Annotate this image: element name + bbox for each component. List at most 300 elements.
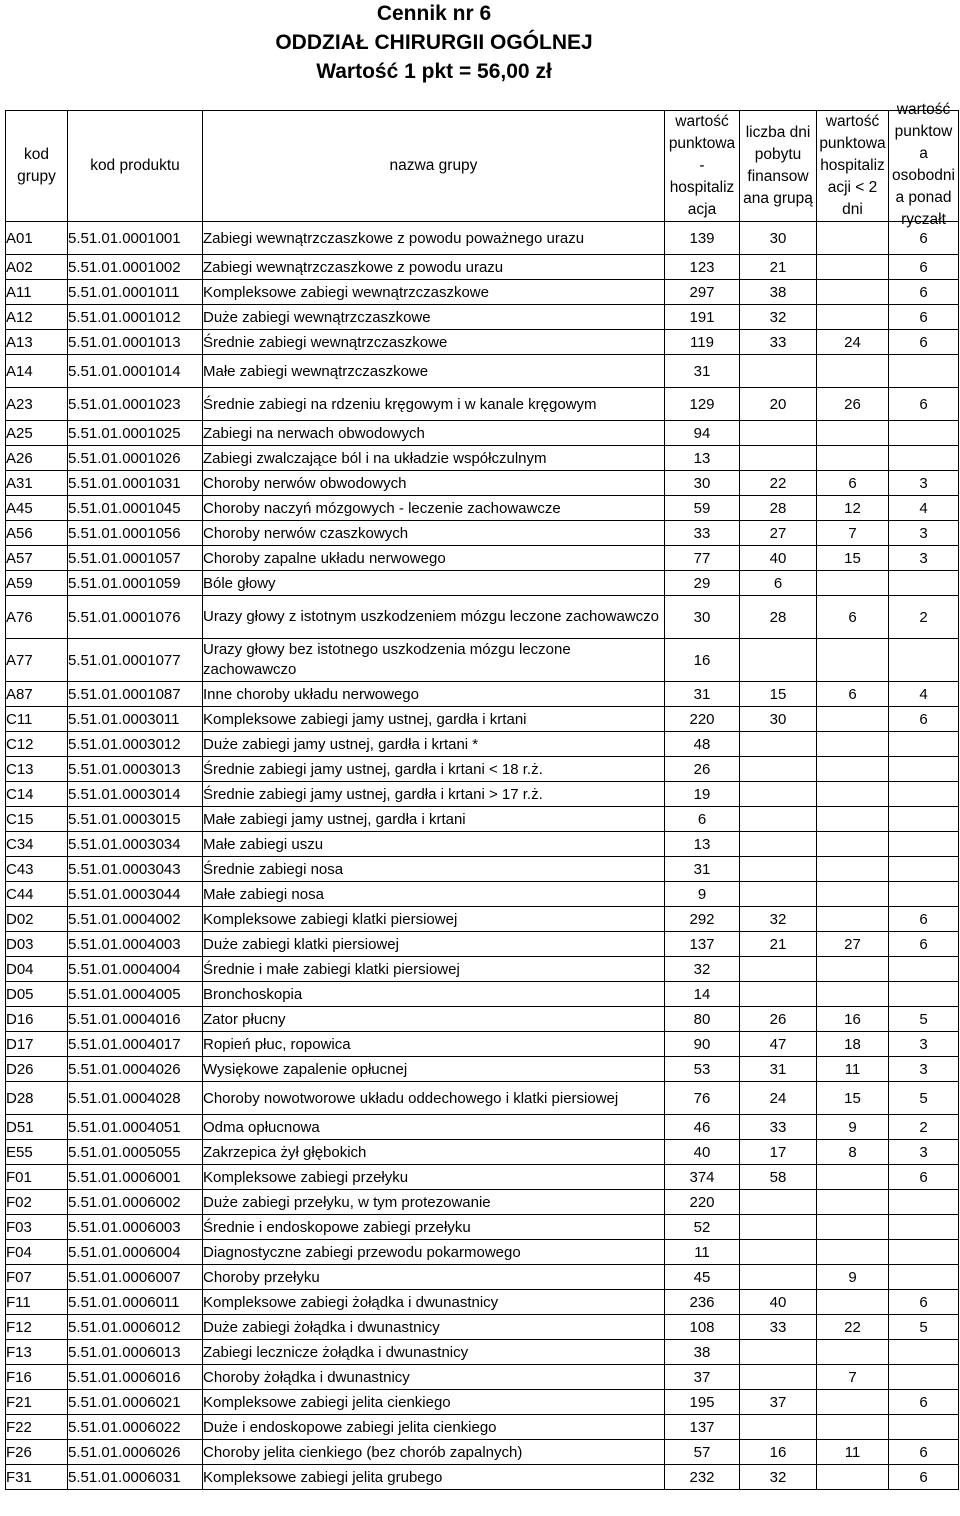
cell-liczba-dni: 33: [740, 1315, 817, 1340]
cell-wartosc-osobodnia: [889, 446, 959, 471]
cell-kod-produktu: 5.51.01.0001056: [68, 521, 203, 546]
table-row: [6, 330, 959, 355]
cell-kod-grupy: A26: [6, 446, 68, 471]
cell-kod-grupy: F11: [6, 1290, 68, 1315]
cell-liczba-dni: 40: [740, 1290, 817, 1315]
cell-kod-grupy: F01: [6, 1165, 68, 1190]
cell-kod-grupy: F26: [6, 1440, 68, 1465]
cell-kod-produktu: 5.51.01.0004016: [68, 1007, 203, 1032]
cell-liczba-dni: [740, 1265, 817, 1290]
header-wartosc-osobodnia: wartość punktow a osobodni a ponad ryczałt: [889, 111, 959, 222]
cell-wartosc-osobodnia: 2: [889, 596, 959, 639]
table-row: [6, 1190, 959, 1215]
cell-kod-grupy: F16: [6, 1365, 68, 1390]
cell-wartosc-hosp-2-dni: [817, 1190, 889, 1215]
cell-liczba-dni: [740, 1340, 817, 1365]
cell-nazwa-grupy: Bronchoskopia: [203, 982, 665, 1007]
cell-liczba-dni: 21: [740, 255, 817, 280]
cell-nazwa-grupy: Urazy głowy bez istotnego uszkodzenia mózgu leczone zachowawczo: [203, 639, 665, 682]
cell-wartosc-hosp-2-dni: 7: [817, 521, 889, 546]
cell-wartosc-osobodnia: [889, 882, 959, 907]
header-wartosc-hosp-2-dni: wartość punktowa hospitaliz acji < 2 dni: [817, 111, 889, 222]
cell-kod-grupy: A59: [6, 571, 68, 596]
cell-kod-produktu: 5.51.01.0001045: [68, 496, 203, 521]
cell-kod-produktu: 5.51.01.0006002: [68, 1190, 203, 1215]
cell-nazwa-grupy: Choroby nowotworowe układu oddechowego i klatki piersiowej: [203, 1082, 665, 1115]
cell-kod-produktu: 5.51.01.0003043: [68, 857, 203, 882]
cell-nazwa-grupy: Wysiękowe zapalenie opłucnej: [203, 1057, 665, 1082]
table-row: [6, 1240, 959, 1265]
cell-kod-grupy: C13: [6, 757, 68, 782]
cell-wartosc-punktowa: 119: [665, 330, 740, 355]
cell-kod-grupy: D05: [6, 982, 68, 1007]
cell-kod-grupy: E55: [6, 1140, 68, 1165]
cell-kod-produktu: 5.51.01.0001001: [68, 222, 203, 255]
cell-kod-grupy: F12: [6, 1315, 68, 1340]
cell-liczba-dni: 30: [740, 707, 817, 732]
cell-wartosc-punktowa: 30: [665, 596, 740, 639]
table-row: [6, 1082, 959, 1115]
cell-nazwa-grupy: Inne choroby układu nerwowego: [203, 682, 665, 707]
cell-kod-produktu: 5.51.01.0004026: [68, 1057, 203, 1082]
cell-liczba-dni: 30: [740, 222, 817, 255]
cell-wartosc-osobodnia: 3: [889, 471, 959, 496]
cell-kod-grupy: F13: [6, 1340, 68, 1365]
table-row: [6, 222, 959, 255]
cell-kod-produktu: 5.51.01.0003034: [68, 832, 203, 857]
cell-kod-produktu: 5.51.01.0004051: [68, 1115, 203, 1140]
cell-wartosc-punktowa: 123: [665, 255, 740, 280]
cell-wartosc-hosp-2-dni: [817, 807, 889, 832]
cell-nazwa-grupy: Średnie zabiegi jamy ustnej, gardła i krtani < 18 r.ż.: [203, 757, 665, 782]
cell-kod-grupy: F04: [6, 1240, 68, 1265]
cell-wartosc-osobodnia: [889, 807, 959, 832]
cell-wartosc-osobodnia: 6: [889, 907, 959, 932]
cell-liczba-dni: [740, 807, 817, 832]
cell-kod-produktu: 5.51.01.0001076: [68, 596, 203, 639]
cell-kod-grupy: D02: [6, 907, 68, 932]
cell-kod-grupy: F03: [6, 1215, 68, 1240]
cell-wartosc-punktowa: 37: [665, 1365, 740, 1390]
cell-kod-produktu: 5.51.01.0001077: [68, 639, 203, 682]
cell-wartosc-hosp-2-dni: 22: [817, 1315, 889, 1340]
cell-wartosc-punktowa: 139: [665, 222, 740, 255]
cell-wartosc-osobodnia: 6: [889, 1290, 959, 1315]
cell-wartosc-osobodnia: [889, 1340, 959, 1365]
cell-kod-produktu: 5.51.01.0003011: [68, 707, 203, 732]
table-row: [6, 1057, 959, 1082]
table-row: [6, 1290, 959, 1315]
table-row: [6, 639, 959, 682]
cell-kod-grupy: C11: [6, 707, 68, 732]
cell-wartosc-hosp-2-dni: 9: [817, 1265, 889, 1290]
cell-nazwa-grupy: Kompleksowe zabiegi jelita grubego: [203, 1465, 665, 1490]
cell-kod-produktu: 5.51.01.0004002: [68, 907, 203, 932]
cell-wartosc-hosp-2-dni: [817, 757, 889, 782]
cell-nazwa-grupy: Małe zabiegi jamy ustnej, gardła i krtani: [203, 807, 665, 832]
cell-wartosc-punktowa: 32: [665, 957, 740, 982]
table-row: [6, 1007, 959, 1032]
table-row: [6, 1415, 959, 1440]
cell-nazwa-grupy: Duże i endoskopowe zabiegi jelita cienkiego: [203, 1415, 665, 1440]
cell-nazwa-grupy: Średnie zabiegi na rdzeniu kręgowym i w kanale kręgowym: [203, 388, 665, 421]
cell-wartosc-osobodnia: [889, 782, 959, 807]
cell-kod-grupy: F07: [6, 1265, 68, 1290]
cell-kod-produktu: 5.51.01.0001014: [68, 355, 203, 388]
cell-wartosc-hosp-2-dni: 9: [817, 1115, 889, 1140]
table-row: [6, 1440, 959, 1465]
table-row: [6, 1140, 959, 1165]
cell-wartosc-osobodnia: 3: [889, 521, 959, 546]
cell-wartosc-punktowa: 77: [665, 546, 740, 571]
table-row: [6, 732, 959, 757]
cell-wartosc-punktowa: 137: [665, 1415, 740, 1440]
cell-wartosc-hosp-2-dni: [817, 1240, 889, 1265]
cell-wartosc-punktowa: 6: [665, 807, 740, 832]
cell-kod-grupy: A23: [6, 388, 68, 421]
cell-kod-grupy: C14: [6, 782, 68, 807]
table-row: [6, 496, 959, 521]
cell-wartosc-hosp-2-dni: [817, 446, 889, 471]
cell-nazwa-grupy: Choroby jelita cienkiego (bez chorób zapalnych): [203, 1440, 665, 1465]
cell-wartosc-osobodnia: 6: [889, 707, 959, 732]
cell-kod-grupy: A56: [6, 521, 68, 546]
cell-liczba-dni: 6: [740, 571, 817, 596]
cell-nazwa-grupy: Choroby nerwów czaszkowych: [203, 521, 665, 546]
cell-kod-grupy: D51: [6, 1115, 68, 1140]
cell-kod-produktu: 5.51.01.0001023: [68, 388, 203, 421]
cell-kod-produktu: 5.51.01.0004005: [68, 982, 203, 1007]
cell-kod-produktu: 5.51.01.0001025: [68, 421, 203, 446]
cell-nazwa-grupy: Choroby zapalne układu nerwowego: [203, 546, 665, 571]
cell-liczba-dni: [740, 782, 817, 807]
cell-wartosc-osobodnia: 6: [889, 1465, 959, 1490]
table-row: [6, 932, 959, 957]
cell-wartosc-osobodnia: 6: [889, 255, 959, 280]
cell-wartosc-osobodnia: [889, 1190, 959, 1215]
cell-kod-produktu: 5.51.01.0006001: [68, 1165, 203, 1190]
cell-kod-grupy: F21: [6, 1390, 68, 1415]
cell-kod-produktu: 5.51.01.0003015: [68, 807, 203, 832]
cell-wartosc-osobodnia: [889, 639, 959, 682]
cell-wartosc-osobodnia: [889, 571, 959, 596]
cell-wartosc-hosp-2-dni: 8: [817, 1140, 889, 1165]
cell-nazwa-grupy: Kompleksowe zabiegi jamy ustnej, gardła i krtani: [203, 707, 665, 732]
table-row: [6, 782, 959, 807]
cell-wartosc-punktowa: 191: [665, 305, 740, 330]
cell-wartosc-punktowa: 16: [665, 639, 740, 682]
table-row: [6, 305, 959, 330]
cell-wartosc-punktowa: 31: [665, 857, 740, 882]
cell-wartosc-punktowa: 292: [665, 907, 740, 932]
cell-wartosc-osobodnia: 5: [889, 1007, 959, 1032]
cell-wartosc-osobodnia: [889, 982, 959, 1007]
cell-nazwa-grupy: Średnie zabiegi nosa: [203, 857, 665, 882]
cell-nazwa-grupy: Duże zabiegi klatki piersiowej: [203, 932, 665, 957]
cell-wartosc-osobodnia: [889, 1215, 959, 1240]
cell-liczba-dni: 37: [740, 1390, 817, 1415]
cell-kod-grupy: A02: [6, 255, 68, 280]
cell-kod-produktu: 5.51.01.0001026: [68, 446, 203, 471]
cell-wartosc-osobodnia: 3: [889, 546, 959, 571]
cell-wartosc-hosp-2-dni: 11: [817, 1057, 889, 1082]
cell-liczba-dni: 20: [740, 388, 817, 421]
cell-kod-produktu: 5.51.01.0006031: [68, 1465, 203, 1490]
cell-kod-produktu: 5.51.01.0006003: [68, 1215, 203, 1240]
cell-kod-grupy: C34: [6, 832, 68, 857]
cell-liczba-dni: [740, 1240, 817, 1265]
cell-liczba-dni: 58: [740, 1165, 817, 1190]
table-row: [6, 1215, 959, 1240]
cell-kod-grupy: C44: [6, 882, 68, 907]
cell-liczba-dni: 32: [740, 907, 817, 932]
cell-liczba-dni: [740, 982, 817, 1007]
cell-wartosc-osobodnia: 3: [889, 1032, 959, 1057]
cell-nazwa-grupy: Choroby żołądka i dwunastnicy: [203, 1365, 665, 1390]
cell-kod-produktu: 5.51.01.0004004: [68, 957, 203, 982]
cell-nazwa-grupy: Kompleksowe zabiegi przełyku: [203, 1165, 665, 1190]
price-list-title: Cennik nr 6: [376, 2, 492, 25]
cell-liczba-dni: 47: [740, 1032, 817, 1057]
cell-nazwa-grupy: Kompleksowe zabiegi klatki piersiowej: [203, 907, 665, 932]
cell-wartosc-punktowa: 236: [665, 1290, 740, 1315]
cell-wartosc-osobodnia: 3: [889, 1057, 959, 1082]
cell-kod-grupy: C15: [6, 807, 68, 832]
table-row: [6, 757, 959, 782]
cell-wartosc-punktowa: 29: [665, 571, 740, 596]
cell-wartosc-punktowa: 53: [665, 1057, 740, 1082]
cell-nazwa-grupy: Duże zabiegi wewnątrzczaszkowe: [203, 305, 665, 330]
cell-kod-grupy: A14: [6, 355, 68, 388]
cell-wartosc-hosp-2-dni: 12: [817, 496, 889, 521]
header-kod-produktu: kod produktu: [68, 111, 203, 222]
cell-wartosc-osobodnia: 6: [889, 330, 959, 355]
cell-kod-grupy: F31: [6, 1465, 68, 1490]
table-row: [6, 1465, 959, 1490]
cell-nazwa-grupy: Małe zabiegi uszu: [203, 832, 665, 857]
cell-liczba-dni: [740, 757, 817, 782]
cell-kod-grupy: A31: [6, 471, 68, 496]
cell-wartosc-punktowa: 48: [665, 732, 740, 757]
cell-wartosc-punktowa: 13: [665, 832, 740, 857]
cell-wartosc-punktowa: 59: [665, 496, 740, 521]
cell-wartosc-punktowa: 232: [665, 1465, 740, 1490]
cell-wartosc-hosp-2-dni: [817, 957, 889, 982]
cell-kod-produktu: 5.51.01.0006011: [68, 1290, 203, 1315]
cell-wartosc-hosp-2-dni: [817, 832, 889, 857]
cell-wartosc-osobodnia: 6: [889, 305, 959, 330]
cell-liczba-dni: 16: [740, 1440, 817, 1465]
cell-wartosc-osobodnia: 5: [889, 1082, 959, 1115]
cell-nazwa-grupy: Duże zabiegi żołądka i dwunastnicy: [203, 1315, 665, 1340]
cell-wartosc-punktowa: 108: [665, 1315, 740, 1340]
cell-nazwa-grupy: Ropień płuc, ropowica: [203, 1032, 665, 1057]
cell-wartosc-punktowa: 31: [665, 355, 740, 388]
cell-wartosc-hosp-2-dni: [817, 907, 889, 932]
cell-wartosc-hosp-2-dni: 16: [817, 1007, 889, 1032]
cell-kod-produktu: 5.51.01.0006007: [68, 1265, 203, 1290]
cell-wartosc-punktowa: 30: [665, 471, 740, 496]
cell-kod-grupy: C43: [6, 857, 68, 882]
cell-nazwa-grupy: Duże zabiegi jamy ustnej, gardła i krtani *: [203, 732, 665, 757]
cell-wartosc-punktowa: 26: [665, 757, 740, 782]
cell-wartosc-punktowa: 31: [665, 682, 740, 707]
cell-wartosc-osobodnia: [889, 732, 959, 757]
cell-kod-produktu: 5.51.01.0001031: [68, 471, 203, 496]
cell-wartosc-osobodnia: 2: [889, 1115, 959, 1140]
cell-nazwa-grupy: Bóle głowy: [203, 571, 665, 596]
cell-kod-grupy: D03: [6, 932, 68, 957]
cell-wartosc-hosp-2-dni: [817, 732, 889, 757]
cell-wartosc-osobodnia: 6: [889, 1165, 959, 1190]
table-header-row: [6, 111, 959, 222]
table-row: [6, 1165, 959, 1190]
cell-wartosc-osobodnia: [889, 1415, 959, 1440]
cell-liczba-dni: [740, 1415, 817, 1440]
cell-nazwa-grupy: Duże zabiegi przełyku, w tym protezowanie: [203, 1190, 665, 1215]
cell-kod-grupy: A57: [6, 546, 68, 571]
cell-kod-grupy: D17: [6, 1032, 68, 1057]
cell-kod-produktu: 5.51.01.0006022: [68, 1415, 203, 1440]
table-row: [6, 1390, 959, 1415]
cell-wartosc-osobodnia: [889, 1240, 959, 1265]
cell-wartosc-osobodnia: [889, 832, 959, 857]
cell-nazwa-grupy: Zabiegi na nerwach obwodowych: [203, 421, 665, 446]
cell-nazwa-grupy: Choroby przełyku: [203, 1265, 665, 1290]
cell-kod-grupy: A76: [6, 596, 68, 639]
cell-wartosc-hosp-2-dni: [817, 571, 889, 596]
cell-liczba-dni: 15: [740, 682, 817, 707]
cell-kod-produktu: 5.51.01.0003014: [68, 782, 203, 807]
cell-nazwa-grupy: Zabiegi lecznicze żołądka i dwunastnicy: [203, 1340, 665, 1365]
cell-wartosc-osobodnia: [889, 757, 959, 782]
cell-wartosc-hosp-2-dni: 27: [817, 932, 889, 957]
cell-wartosc-punktowa: 11: [665, 1240, 740, 1265]
table-row: [6, 707, 959, 732]
table-row: [6, 446, 959, 471]
header-liczba-dni: liczba dni pobytu finansow ana grupą: [740, 111, 817, 222]
cell-kod-produktu: 5.51.01.0001012: [68, 305, 203, 330]
cell-kod-produktu: 5.51.01.0006004: [68, 1240, 203, 1265]
table-row: [6, 1365, 959, 1390]
cell-wartosc-hosp-2-dni: 18: [817, 1032, 889, 1057]
table-row: [6, 832, 959, 857]
cell-nazwa-grupy: Kompleksowe zabiegi żołądka i dwunastnicy: [203, 1290, 665, 1315]
cell-wartosc-osobodnia: 6: [889, 222, 959, 255]
cell-wartosc-osobodnia: 6: [889, 1390, 959, 1415]
cell-nazwa-grupy: Małe zabiegi nosa: [203, 882, 665, 907]
cell-wartosc-osobodnia: 4: [889, 682, 959, 707]
cell-wartosc-hosp-2-dni: [817, 639, 889, 682]
cell-wartosc-osobodnia: [889, 355, 959, 388]
table-row: [6, 807, 959, 832]
cell-wartosc-hosp-2-dni: 6: [817, 596, 889, 639]
cell-kod-grupy: A13: [6, 330, 68, 355]
cell-kod-produktu: 5.51.01.0004017: [68, 1032, 203, 1057]
cell-wartosc-osobodnia: [889, 957, 959, 982]
cell-wartosc-hosp-2-dni: [817, 1290, 889, 1315]
cell-kod-grupy: A87: [6, 682, 68, 707]
cell-kod-grupy: D04: [6, 957, 68, 982]
cell-kod-grupy: C12: [6, 732, 68, 757]
table-row: [6, 982, 959, 1007]
cell-wartosc-punktowa: 45: [665, 1265, 740, 1290]
table-row: [6, 596, 959, 639]
cell-wartosc-hosp-2-dni: [817, 857, 889, 882]
cell-wartosc-hosp-2-dni: 7: [817, 1365, 889, 1390]
cell-nazwa-grupy: Średnie i małe zabiegi klatki piersiowej: [203, 957, 665, 982]
table-row: [6, 1315, 959, 1340]
header-wartosc-punktowa: wartość punktowa - hospitaliz acja: [665, 111, 740, 222]
cell-liczba-dni: [740, 732, 817, 757]
cell-liczba-dni: [740, 1215, 817, 1240]
cell-liczba-dni: [740, 355, 817, 388]
cell-wartosc-hosp-2-dni: 6: [817, 471, 889, 496]
cell-wartosc-punktowa: 220: [665, 1190, 740, 1215]
cell-wartosc-punktowa: 19: [665, 782, 740, 807]
cell-liczba-dni: 40: [740, 546, 817, 571]
cell-wartosc-hosp-2-dni: [817, 1465, 889, 1490]
cell-wartosc-hosp-2-dni: [817, 782, 889, 807]
cell-liczba-dni: [740, 832, 817, 857]
cell-kod-produktu: 5.51.01.0001011: [68, 280, 203, 305]
cell-kod-grupy: F02: [6, 1190, 68, 1215]
cell-nazwa-grupy: Zakrzepica żył głębokich: [203, 1140, 665, 1165]
cell-wartosc-punktowa: 38: [665, 1340, 740, 1365]
cell-wartosc-punktowa: 52: [665, 1215, 740, 1240]
cell-nazwa-grupy: Kompleksowe zabiegi wewnątrzczaszkowe: [203, 280, 665, 305]
cell-wartosc-hosp-2-dni: [817, 305, 889, 330]
table-row: [6, 521, 959, 546]
cell-wartosc-hosp-2-dni: [817, 1165, 889, 1190]
cell-wartosc-punktowa: 13: [665, 446, 740, 471]
cell-wartosc-hosp-2-dni: [817, 982, 889, 1007]
cell-nazwa-grupy: Średnie zabiegi wewnątrzczaszkowe: [203, 330, 665, 355]
cell-wartosc-punktowa: 33: [665, 521, 740, 546]
cell-wartosc-hosp-2-dni: [817, 1390, 889, 1415]
table-row: [6, 957, 959, 982]
cell-kod-produktu: 5.51.01.0006013: [68, 1340, 203, 1365]
table-row: [6, 1032, 959, 1057]
cell-kod-grupy: D26: [6, 1057, 68, 1082]
cell-kod-produktu: 5.51.01.0003012: [68, 732, 203, 757]
cell-wartosc-hosp-2-dni: [817, 222, 889, 255]
cell-kod-grupy: D16: [6, 1007, 68, 1032]
cell-liczba-dni: 32: [740, 305, 817, 330]
cell-nazwa-grupy: Zabiegi wewnątrzczaszkowe z powodu poważnego urazu: [203, 222, 665, 255]
table-row: [6, 907, 959, 932]
cell-liczba-dni: 21: [740, 932, 817, 957]
cell-liczba-dni: [740, 639, 817, 682]
cell-liczba-dni: 27: [740, 521, 817, 546]
cell-wartosc-hosp-2-dni: 6: [817, 682, 889, 707]
point-value-line: Wartość 1 pkt = 56,00 zł: [316, 60, 552, 83]
cell-wartosc-hosp-2-dni: 15: [817, 546, 889, 571]
cell-kod-produktu: 5.51.01.0004028: [68, 1082, 203, 1115]
table-row: [6, 255, 959, 280]
cell-wartosc-hosp-2-dni: [817, 421, 889, 446]
cell-wartosc-hosp-2-dni: [817, 707, 889, 732]
cell-wartosc-punktowa: 195: [665, 1390, 740, 1415]
table-row: [6, 882, 959, 907]
cell-wartosc-punktowa: 9: [665, 882, 740, 907]
cell-wartosc-punktowa: 76: [665, 1082, 740, 1115]
cell-kod-grupy: F22: [6, 1415, 68, 1440]
cell-wartosc-hosp-2-dni: [817, 355, 889, 388]
cell-liczba-dni: 26: [740, 1007, 817, 1032]
cell-kod-produktu: 5.51.01.0001057: [68, 546, 203, 571]
cell-wartosc-osobodnia: 6: [889, 388, 959, 421]
